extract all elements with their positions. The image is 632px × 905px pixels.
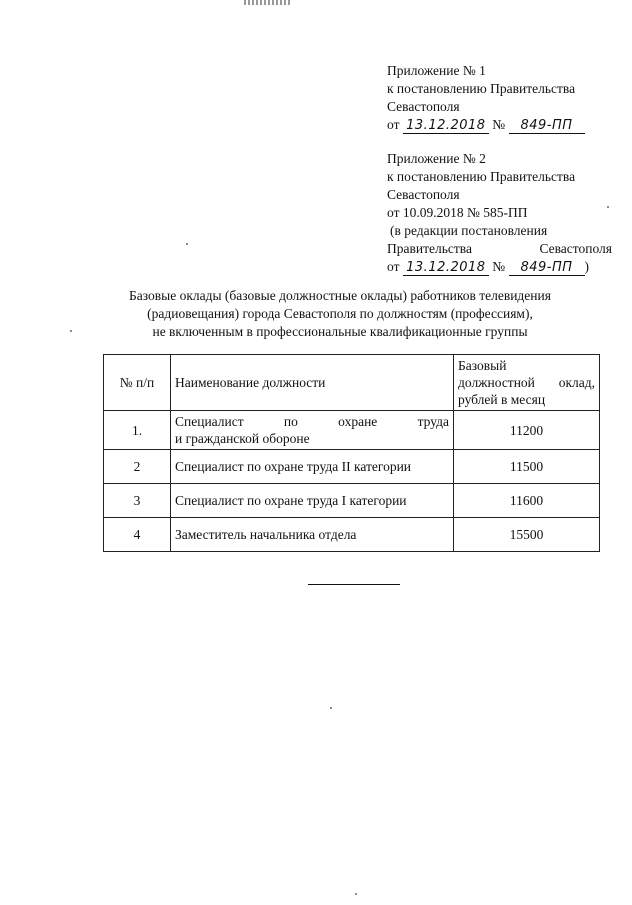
from-label: от: [387, 259, 400, 274]
table-row: [104, 450, 600, 484]
header-number: № п/п: [104, 355, 171, 411]
row-salary: 11600: [454, 484, 600, 518]
end-of-document-rule: [308, 584, 400, 585]
title-line-1: Базовые оклады (базовые должностные оклады) работников телевидения: [129, 288, 551, 303]
row-number: 2: [104, 450, 171, 484]
table-row: [104, 484, 600, 518]
row-position-name: [171, 411, 454, 450]
appendix-2-original-date: от 10.09.2018 № 585-ПП: [387, 205, 528, 220]
row-number: 4: [104, 518, 171, 552]
number-label: №: [492, 259, 506, 274]
appendix-2-date-line: [387, 258, 612, 276]
title-line-2: (радиовещания) города Севастополя по должностям (профессиям),: [147, 306, 533, 321]
header-position-name: Наименование должности: [171, 355, 454, 411]
header-base-salary: [454, 355, 600, 411]
row-position-name: Специалист по охране труда I категории: [171, 484, 454, 518]
scan-speck: [330, 707, 332, 709]
appendix-2-government-line: [387, 240, 612, 258]
handwritten-number: 849-ПП: [509, 261, 585, 276]
appendix-2-block: [387, 150, 612, 276]
appendix-2-city: Севастополя: [387, 187, 460, 202]
appendix-1-resolution: к постановлению Правительства: [387, 81, 576, 96]
row-salary: 15500: [454, 518, 600, 552]
row-number: 1.: [104, 411, 171, 450]
handwritten-date: 13.12.2018: [403, 119, 489, 134]
close-paren: ): [584, 259, 589, 274]
position-name-line-2: и гражданской обороне: [175, 431, 310, 446]
header-salary-line-3: рублей в месяц: [458, 392, 546, 407]
top-stamp-smudge: [244, 0, 292, 5]
row-salary: 11500: [454, 450, 600, 484]
scan-speck: [70, 330, 72, 332]
appendix-1-title: Приложение № 1: [387, 63, 486, 78]
scan-speck: [186, 243, 188, 245]
appendix-2-edition-note: (в редакции постановления: [390, 223, 548, 238]
appendix-1-date-line: [387, 116, 612, 134]
header-salary-line-2: должностной оклад,: [458, 375, 595, 390]
row-position-name: Заместитель начальника отдела: [171, 518, 454, 552]
title-line-3: не включенным в профессиональные квалификационные группы: [152, 324, 528, 339]
row-position-name: Специалист по охране труда II категории: [171, 450, 454, 484]
appendix-2-title: Приложение № 2: [387, 151, 486, 166]
table-row: [104, 411, 600, 450]
handwritten-date: 13.12.2018: [403, 261, 489, 276]
scan-speck: [607, 206, 609, 208]
from-label: от: [387, 117, 400, 132]
document-title: [60, 287, 620, 341]
government-word: Правительства: [387, 241, 472, 256]
scan-speck: [355, 893, 357, 895]
appendix-1-city: Севастополя: [387, 99, 460, 114]
position-name-line-1: Специалист по охране труда: [175, 414, 449, 429]
salary-table: [103, 354, 600, 552]
table-header-row: [104, 355, 600, 411]
sevastopol-word: Севастополя: [539, 241, 612, 256]
appendix-2-resolution: к постановлению Правительства: [387, 169, 576, 184]
row-number: 3: [104, 484, 171, 518]
row-salary: 11200: [454, 411, 600, 450]
table-row: [104, 518, 600, 552]
header-salary-line-1: Базовый: [458, 358, 507, 373]
number-label: №: [492, 117, 506, 132]
handwritten-number: 849-ПП: [509, 119, 585, 134]
appendix-1-block: [387, 62, 612, 134]
